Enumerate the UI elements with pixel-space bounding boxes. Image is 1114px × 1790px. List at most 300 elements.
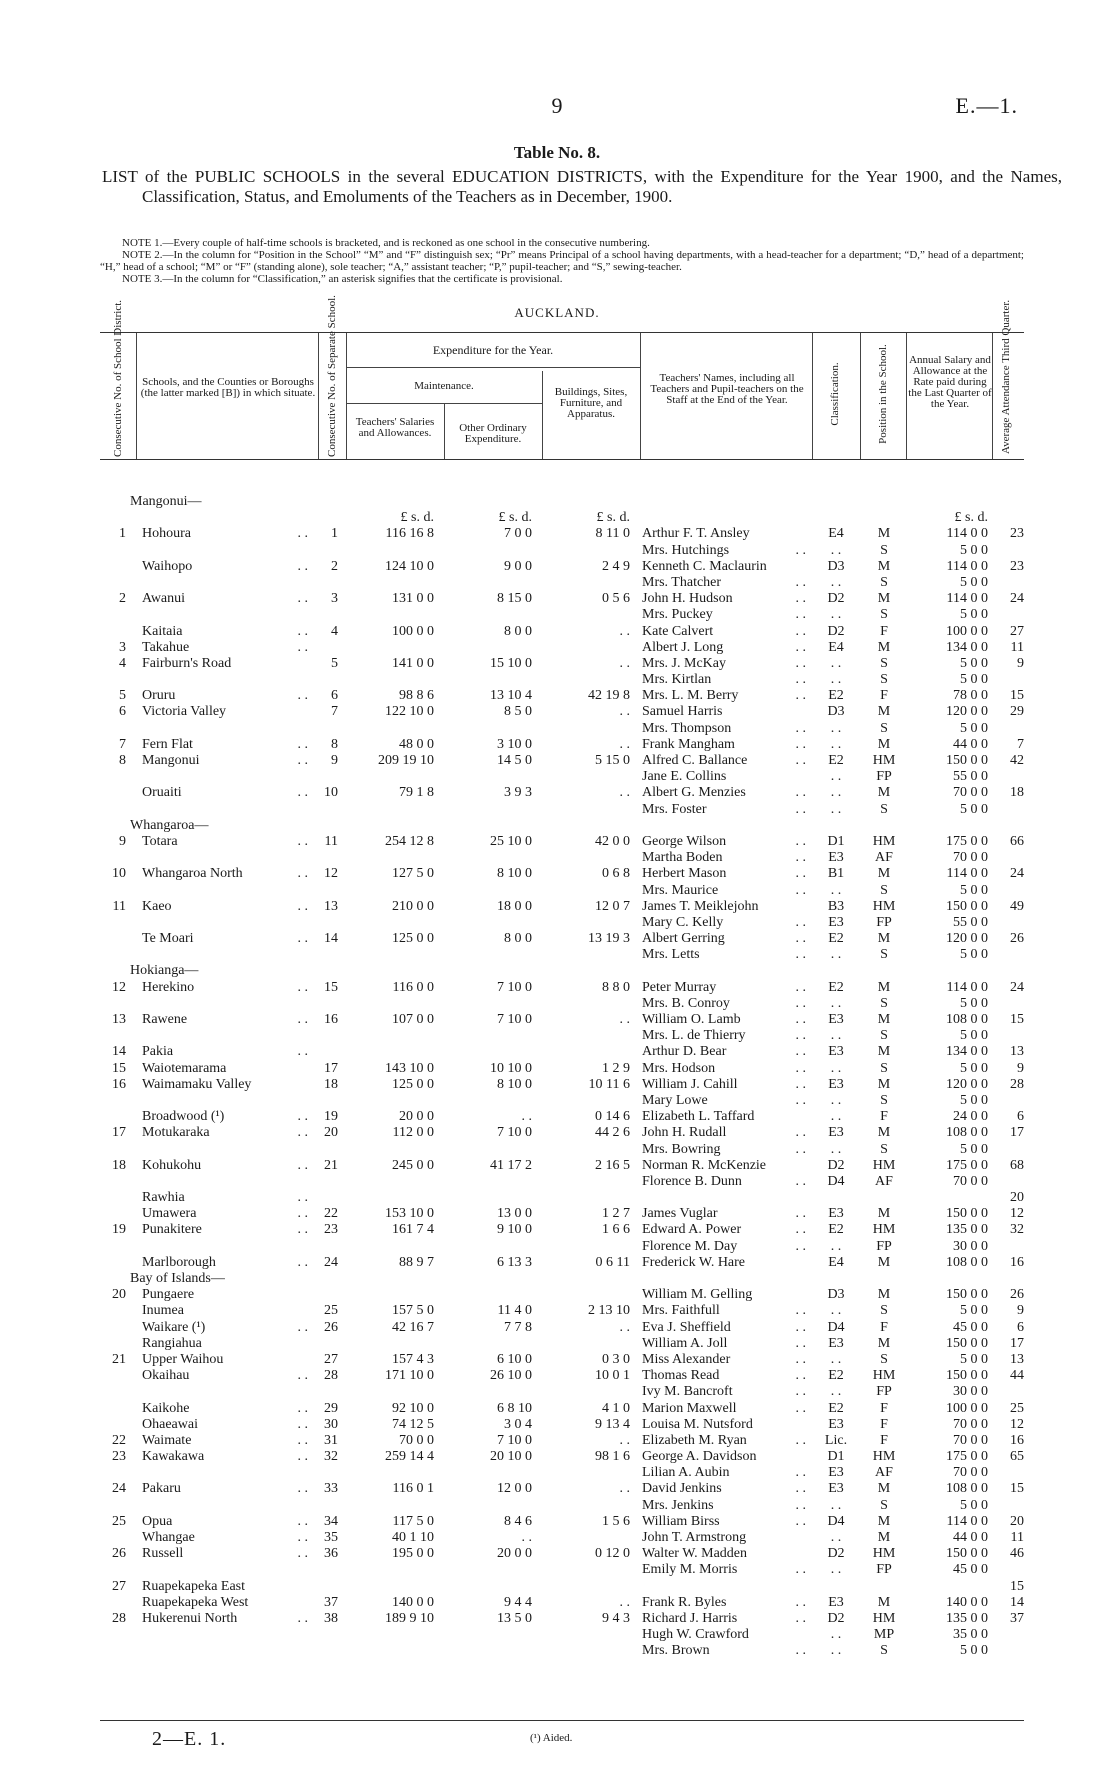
teachers-salaries-cell: 88 9 7: [399, 1254, 434, 1270]
district-number: 19: [112, 1222, 126, 1238]
classification-cell: . .: [830, 1497, 842, 1513]
leader-dots: . .: [297, 1432, 308, 1448]
table-row: [100, 1028, 1024, 1044]
school-name: Oruaiti: [142, 785, 182, 801]
position-cell: FP: [876, 769, 892, 785]
classification-cell: E3: [828, 850, 844, 866]
leader-dots: . .: [795, 1238, 806, 1254]
leader-dots: . .: [297, 1254, 308, 1270]
leader-dots: . .: [795, 1432, 806, 1448]
teacher-name: Mary C. Kelly: [642, 914, 724, 930]
county-group-heading: Hokianga—: [130, 963, 199, 979]
attendance-cell: 29: [1010, 704, 1024, 720]
leader-dots: . .: [297, 639, 308, 655]
table-row: [100, 1239, 1024, 1255]
district-number: 9: [119, 833, 126, 849]
attendance-cell: 16: [1010, 1254, 1024, 1270]
table-row: [100, 1562, 1024, 1578]
position-cell: S: [880, 1060, 888, 1076]
school-name: Rawhia: [142, 1190, 185, 1206]
district-number: 6: [119, 704, 126, 720]
annual-salary-cell: 70 0 0: [953, 1173, 988, 1189]
teacher-name: Arthur D. Bear: [642, 1044, 727, 1060]
position-cell: M: [877, 1530, 891, 1545]
position-cell: AF: [875, 1465, 893, 1481]
attendance-cell: 26: [1010, 1287, 1024, 1303]
classification-cell: . .: [830, 672, 842, 688]
attendance-cell: 15: [1010, 688, 1024, 704]
leader-dots: . .: [297, 1530, 308, 1545]
classification-cell: . .: [830, 882, 842, 898]
teacher-name: William M. Gelling: [642, 1287, 753, 1303]
position-cell: S: [880, 801, 888, 817]
table-row: [100, 1530, 1024, 1546]
teacher-name: John H. Rudall: [642, 1125, 727, 1141]
buildings-cell: 13 19 3: [588, 931, 630, 947]
buildings-cell: 9 13 4: [595, 1416, 630, 1432]
position-cell: M: [877, 1481, 891, 1497]
position-cell: S: [880, 1028, 888, 1044]
school-name: Waihopo: [142, 558, 193, 574]
leader-dots: . .: [795, 947, 806, 963]
buildings-cell: 12 0 7: [595, 898, 630, 914]
classification-cell: D1: [827, 1449, 845, 1465]
position-cell: AF: [875, 1173, 893, 1189]
teachers-salaries-cell: 92 10 0: [392, 1400, 434, 1416]
teachers-salaries-cell: 117 5 0: [392, 1513, 434, 1529]
other-expenditure-cell: 8 10 0: [497, 1076, 532, 1092]
table-row: [100, 672, 1024, 688]
classification-cell: . .: [830, 1092, 842, 1108]
header-maintenance: Maintenance.: [414, 380, 474, 392]
position-cell: M: [877, 591, 891, 607]
teacher-name: William O. Lamb: [642, 1012, 741, 1027]
attendance-cell: 17: [1010, 1335, 1024, 1351]
table-row: [100, 996, 1024, 1012]
position-cell: S: [880, 1351, 888, 1367]
buildings-cell: 1 2 7: [602, 1206, 630, 1222]
leader-dots: . .: [795, 574, 806, 590]
district-number: 24: [112, 1481, 126, 1497]
teacher-name: Mrs. Faithfull: [642, 1303, 720, 1319]
other-expenditure-cell: 14 5 0: [497, 753, 532, 768]
attendance-cell: 68: [1010, 1157, 1024, 1173]
classification-cell: D4: [827, 1513, 845, 1529]
table-row: [100, 963, 1024, 979]
leader-dots: . .: [795, 1351, 806, 1367]
leader-dots: . .: [795, 542, 806, 558]
school-number: 32: [324, 1449, 338, 1465]
other-expenditure-cell: 8 10 0: [497, 866, 532, 882]
school-name: Kaeo: [142, 898, 172, 914]
table-row: [100, 1498, 1024, 1514]
attendance-cell: 14: [1010, 1594, 1024, 1610]
leader-dots: . .: [297, 785, 308, 801]
classification-cell: E2: [828, 753, 844, 768]
teacher-name: Jane E. Collins: [642, 769, 727, 785]
school-number: 21: [324, 1157, 338, 1173]
other-expenditure-cell: 13 10 4: [490, 688, 532, 704]
attendance-cell: 16: [1010, 1432, 1024, 1448]
classification-cell: E4: [828, 1254, 844, 1270]
classification-cell: . .: [830, 1109, 842, 1125]
classification-cell: D2: [827, 1610, 845, 1626]
annual-salary-cell: 55 0 0: [953, 914, 988, 930]
classification-cell: . .: [830, 655, 842, 671]
teacher-name: Albert G. Menzies: [642, 785, 746, 801]
buildings-cell: 8 11 0: [595, 526, 630, 542]
other-expenditure-cell: 25 10 0: [490, 833, 532, 849]
school-name: Okaihau: [142, 1368, 190, 1384]
school-number: 35: [324, 1530, 338, 1545]
teachers-salaries-cell: 48 0 0: [399, 736, 434, 752]
table-row: [100, 510, 1024, 526]
attendance-cell: 20: [1010, 1513, 1024, 1529]
teacher-name: George Wilson: [642, 833, 727, 849]
classification-cell: D3: [827, 558, 845, 574]
teacher-name: Albert J. Long: [642, 639, 724, 655]
teachers-salaries-cell: 79 1 8: [399, 785, 434, 801]
position-cell: MP: [873, 1627, 895, 1643]
annual-salary-cell: 134 0 0: [946, 1044, 988, 1060]
teachers-salaries-cell: 116 0 0: [392, 979, 434, 995]
position-cell: M: [877, 1012, 891, 1027]
position-cell: S: [880, 1303, 888, 1319]
table-row: [100, 1433, 1024, 1449]
position-cell: FP: [876, 1384, 892, 1400]
teacher-name: Richard J. Harris: [642, 1610, 738, 1626]
teacher-name: Elizabeth M. Ryan: [642, 1432, 747, 1448]
position-cell: S: [880, 720, 888, 736]
position-cell: S: [880, 607, 888, 623]
classification-cell: . .: [830, 736, 842, 752]
teachers-salaries-cell: 259 14 4: [385, 1449, 434, 1465]
table-row: [100, 980, 1024, 996]
table-row: [100, 1643, 1024, 1659]
teachers-salaries-cell: 157 5 0: [392, 1303, 434, 1319]
leader-dots: . .: [795, 1384, 806, 1400]
teachers-salaries-cell: 20 0 0: [399, 1109, 434, 1125]
table-row: [100, 785, 1024, 801]
annual-salary-cell: 114 0 0: [946, 591, 988, 607]
leader-dots: . .: [297, 1416, 308, 1432]
school-name: Hohoura: [142, 526, 191, 542]
leader-dots: . .: [297, 753, 308, 768]
teacher-name: Ivy M. Bancroft: [642, 1384, 733, 1400]
school-name: Broadwood (¹): [142, 1109, 225, 1125]
header-teachers-names: Teachers' Names, including all Teachers and Pupil-teachers on the Staff at the End of the Year.: [650, 372, 804, 406]
annual-salary-cell: 70 0 0: [953, 1465, 988, 1481]
school-number: 7: [331, 704, 338, 720]
leader-dots: . .: [795, 882, 806, 898]
buildings-cell: 0 14 6: [595, 1109, 630, 1125]
annual-salary-cell: 150 0 0: [946, 1368, 988, 1384]
other-expenditure-cell: 8 15 0: [497, 591, 532, 607]
other-expenditure-cell: 41 17 2: [490, 1157, 532, 1173]
table-row: [100, 1174, 1024, 1190]
leader-dots: . .: [795, 979, 806, 995]
attendance-cell: 25: [1010, 1400, 1024, 1416]
other-expenditure-cell: . .: [521, 1530, 532, 1545]
annual-salary-cell: 5 0 0: [960, 1092, 988, 1108]
table-row: [100, 1190, 1024, 1206]
attendance-cell: 23: [1010, 558, 1024, 574]
leader-dots: . .: [297, 979, 308, 995]
buildings-cell: . .: [619, 1594, 630, 1610]
classification-cell: . .: [830, 1028, 842, 1044]
position-cell: M: [877, 1044, 891, 1060]
classification-cell: . .: [830, 1643, 842, 1659]
position-cell: S: [880, 655, 888, 671]
classification-cell: . .: [830, 1530, 842, 1545]
leader-dots: . .: [795, 639, 806, 655]
position-cell: M: [877, 1594, 891, 1610]
teacher-name: Eva J. Sheffield: [642, 1319, 731, 1335]
annual-salary-cell: 5 0 0: [960, 655, 988, 671]
teacher-name: Mrs. Hutchings: [642, 542, 730, 558]
other-expenditure-cell: 3 9 3: [504, 785, 532, 801]
attendance-cell: 9: [1017, 1060, 1024, 1076]
header-consecutive-separate: Consecutive No. of Separate School.: [326, 295, 338, 457]
table-row: [100, 494, 1024, 510]
header-classification: Classification.: [829, 362, 841, 426]
school-name: Te Moari: [142, 931, 194, 947]
position-cell: F: [880, 1416, 888, 1432]
leader-dots: . .: [297, 1157, 308, 1173]
attendance-cell: 23: [1010, 526, 1024, 542]
leader-dots: . .: [795, 736, 806, 752]
annual-salary-cell: 175 0 0: [946, 833, 988, 849]
note-2: NOTE 2.—In the column for “Position in the School” “M” and “F” distinguish sex; “Pr” means Principal of a school having departments, with a head-teacher for a department; “D,” head of a department; “H,” head of a school; “M” or “F” (standing alone), sole teacher; “A,” assistant teacher; “P,” pupil-teacher; and “S,” sewing-teacher.: [100, 249, 1024, 273]
leader-dots: . .: [795, 1562, 806, 1578]
position-cell: S: [880, 995, 888, 1011]
leader-dots: . .: [795, 833, 806, 849]
attendance-cell: 44: [1010, 1368, 1024, 1384]
other-expenditure-cell: 8 4 6: [504, 1513, 532, 1529]
annual-salary-cell: 150 0 0: [946, 1335, 988, 1351]
school-name: Oruru: [142, 688, 176, 704]
classification-cell: . .: [830, 1303, 842, 1319]
position-cell: HM: [872, 1449, 896, 1465]
other-expenditure-cell: 7 7 8: [504, 1319, 532, 1335]
teachers-salaries-cell: 143 10 0: [385, 1060, 434, 1076]
school-number: 3: [331, 591, 338, 607]
teacher-name: Mrs. Kirtlan: [642, 672, 712, 688]
header-schools: Schools, and the Counties or Boroughs (the latter marked [B]) in which situate.: [140, 376, 316, 399]
leader-dots: . .: [297, 736, 308, 752]
school-name: Whangae: [142, 1530, 195, 1545]
leader-dots: . .: [795, 655, 806, 671]
teachers-salaries-cell: 42 16 7: [392, 1319, 434, 1335]
attendance-cell: 27: [1010, 623, 1024, 639]
district-number: 1: [119, 526, 126, 542]
note-3: NOTE 3.—In the column for “Classification,” an asterisk signifies that the certificate is provisional.: [122, 273, 563, 285]
school-number: 23: [324, 1222, 338, 1238]
annual-salary-cell: £ s. d.: [954, 510, 988, 526]
other-expenditure-cell: 7 10 0: [497, 1125, 532, 1141]
school-name: Ruapekapeka East: [142, 1578, 246, 1594]
table-row: [100, 1287, 1024, 1303]
district-number: 4: [119, 655, 126, 671]
teacher-name: Louisa M. Nutsford: [642, 1416, 753, 1432]
teacher-name: Mrs. Bowring: [642, 1141, 721, 1157]
table-row: [100, 1158, 1024, 1174]
teacher-name: Thomas Read: [642, 1368, 720, 1384]
teacher-name: Miss Alexander: [642, 1351, 731, 1367]
position-cell: M: [877, 1254, 891, 1270]
school-name: Punakitere: [142, 1222, 202, 1238]
other-expenditure-cell: 7 0 0: [504, 526, 532, 542]
other-expenditure-cell: 8 0 0: [504, 931, 532, 947]
table-row: [100, 1611, 1024, 1627]
classification-cell: B1: [827, 866, 845, 882]
table-row: [100, 704, 1024, 720]
table-row: [100, 591, 1024, 607]
teachers-salaries-cell: 157 4 3: [392, 1351, 434, 1367]
district-number: 27: [112, 1578, 126, 1594]
teacher-name: Lilian A. Aubin: [642, 1465, 730, 1481]
other-expenditure-cell: 6 10 0: [497, 1351, 532, 1367]
school-number: 1: [331, 526, 338, 542]
district-number: 26: [112, 1546, 126, 1562]
classification-cell: E3: [828, 1012, 844, 1027]
annual-salary-cell: 5 0 0: [960, 882, 988, 898]
school-number: 10: [324, 785, 338, 801]
annual-salary-cell: 135 0 0: [946, 1222, 988, 1238]
buildings-cell: 0 12 0: [595, 1546, 630, 1562]
position-cell: M: [877, 526, 891, 542]
county-group-heading: Mangonui—: [130, 494, 202, 509]
school-number: 30: [324, 1416, 338, 1432]
school-number: 22: [324, 1206, 338, 1222]
teacher-name: Mrs. J. McKay: [642, 655, 726, 671]
table-row: [100, 1303, 1024, 1319]
buildings-cell: . .: [619, 1012, 630, 1027]
teacher-name: Kenneth C. Maclaurin: [642, 558, 767, 574]
position-cell: F: [880, 623, 888, 639]
leader-dots: . .: [795, 850, 806, 866]
table-row: [100, 850, 1024, 866]
county-group-heading: Bay of Islands—: [130, 1271, 225, 1286]
leader-dots: . .: [297, 833, 308, 849]
position-cell: HM: [872, 1546, 896, 1562]
position-cell: FP: [876, 914, 892, 930]
position-cell: HM: [872, 1610, 896, 1626]
district-number: 17: [112, 1125, 126, 1141]
school-number: 19: [324, 1109, 338, 1125]
leader-dots: . .: [795, 1481, 806, 1497]
other-expenditure-cell: 9 4 4: [504, 1594, 532, 1610]
annual-salary-cell: 5 0 0: [960, 672, 988, 688]
teachers-salaries-cell: 74 12 5: [392, 1416, 434, 1432]
other-expenditure-cell: 7 10 0: [497, 1012, 532, 1027]
buildings-cell: 9 4 3: [602, 1610, 630, 1626]
school-name: Ohaeawai: [142, 1416, 198, 1432]
table-row: [100, 1206, 1024, 1222]
district-number: 15: [112, 1060, 126, 1076]
classification-cell: . .: [830, 769, 842, 785]
attendance-cell: 37: [1010, 1610, 1024, 1626]
teacher-name: William Birss: [642, 1513, 720, 1529]
annual-salary-cell: 5 0 0: [960, 1028, 988, 1044]
leader-dots: . .: [795, 623, 806, 639]
position-cell: M: [877, 704, 891, 720]
school-name: Ruapekapeka West: [142, 1594, 249, 1610]
leader-dots: . .: [795, 1643, 806, 1659]
annual-salary-cell: 5 0 0: [960, 542, 988, 558]
teacher-name: David Jenkins: [642, 1481, 722, 1497]
district-number: 20: [112, 1287, 126, 1303]
annual-salary-cell: 78 0 0: [953, 688, 988, 704]
teachers-salaries-cell: 195 0 0: [392, 1546, 434, 1562]
position-cell: HM: [872, 1368, 896, 1384]
classification-cell: D2: [827, 1546, 845, 1562]
buildings-cell: 2 4 9: [602, 558, 630, 574]
school-number: 34: [324, 1513, 338, 1529]
school-name: Fern Flat: [142, 736, 193, 752]
teachers-salaries-cell: 140 0 0: [392, 1594, 434, 1610]
school-name: Waiotemarama: [142, 1060, 227, 1076]
annual-salary-cell: 5 0 0: [960, 1141, 988, 1157]
buildings-cell: 2 13 10: [588, 1303, 630, 1319]
table-row: [100, 640, 1024, 656]
buildings-cell: 0 6 11: [595, 1254, 630, 1270]
classification-cell: D4: [827, 1319, 845, 1335]
annual-salary-cell: 5 0 0: [960, 801, 988, 817]
leader-dots: . .: [297, 1368, 308, 1384]
annual-salary-cell: 5 0 0: [960, 1351, 988, 1367]
classification-cell: E2: [828, 1400, 844, 1416]
annual-salary-cell: 70 0 0: [953, 1432, 988, 1448]
leader-dots: . .: [297, 1481, 308, 1497]
school-name: Whangaroa North: [142, 866, 243, 882]
classification-cell: E4: [828, 526, 844, 542]
classification-cell: . .: [830, 1060, 842, 1076]
table-row: [100, 688, 1024, 704]
leader-dots: . .: [297, 931, 308, 947]
classification-cell: E3: [828, 1335, 844, 1351]
other-expenditure-cell: 8 0 0: [504, 623, 532, 639]
other-expenditure-cell: 9 10 0: [497, 1222, 532, 1238]
annual-salary-cell: 175 0 0: [946, 1449, 988, 1465]
table-row: [100, 1368, 1024, 1384]
teachers-salaries-cell: 112 0 0: [392, 1125, 434, 1141]
teacher-name: Elizabeth L. Taffard: [642, 1109, 755, 1125]
school-number: 8: [331, 736, 338, 752]
table-row: [100, 607, 1024, 623]
annual-salary-cell: 24 0 0: [953, 1109, 988, 1125]
teacher-name: Mrs. Thompson: [642, 720, 732, 736]
annual-salary-cell: 70 0 0: [953, 850, 988, 866]
school-name: Kaikohe: [142, 1400, 190, 1416]
attendance-cell: 6: [1017, 1319, 1024, 1335]
table-row: [100, 526, 1024, 542]
teacher-name: Mrs. Thatcher: [642, 574, 722, 590]
leader-dots: . .: [297, 591, 308, 607]
leader-dots: . .: [795, 1610, 806, 1626]
position-cell: M: [877, 736, 891, 752]
table-row: [100, 899, 1024, 915]
leader-dots: . .: [795, 1222, 806, 1238]
other-expenditure-cell: 6 8 10: [497, 1400, 532, 1416]
school-name: Kaitaia: [142, 623, 183, 639]
table-row: [100, 1579, 1024, 1595]
teacher-name: Mrs. B. Conroy: [642, 995, 730, 1011]
annual-salary-cell: 35 0 0: [953, 1627, 988, 1643]
leader-dots: . .: [795, 1206, 806, 1222]
teachers-salaries-cell: 141 0 0: [392, 655, 434, 671]
attendance-cell: 11: [1010, 639, 1024, 655]
